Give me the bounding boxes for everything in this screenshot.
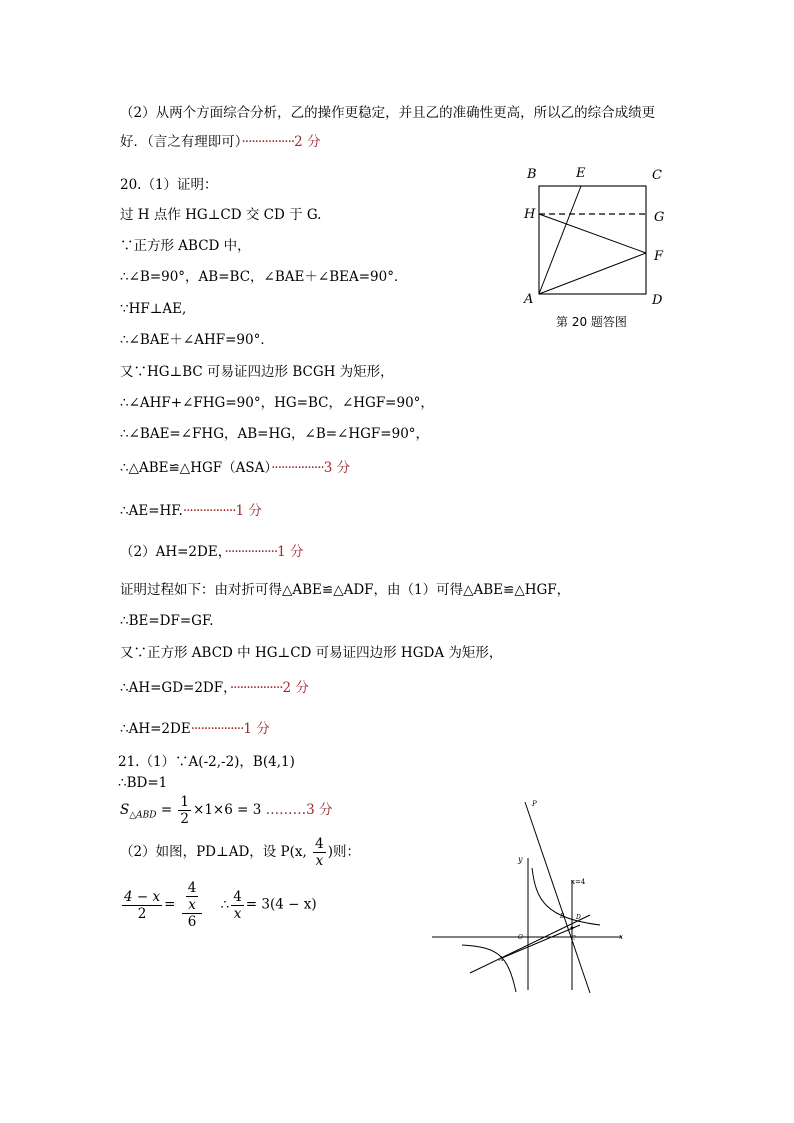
eq-therefore: ∴ [220,896,230,913]
label-g: G [654,210,665,225]
area-sub: △ABD [129,810,157,821]
area-den: 2 [180,811,190,827]
label-h: H [524,207,536,222]
eq-right-rest: = 3(4 − x) [245,896,317,913]
q19-line-1: （2）从两个方面综合分析，乙的操作更稳定，并且乙的准确性更高，所以乙的综合成绩更 [120,105,656,121]
fig21-label-y: y [518,855,523,864]
label-b: B [527,167,537,182]
eq-equals: = [164,896,176,913]
label-e: E [576,166,586,181]
q20-line-9-text: ∴△ABE≌△HGF（ASA） [120,460,272,476]
fig21-label-c: C [571,935,576,942]
line-pd [525,802,590,993]
fig21-label-o: O [518,934,523,941]
eq-right-num: 4 [233,888,242,905]
area-s: S [120,802,130,818]
fig21-label-x: x [619,933,623,941]
fig21-label-d: D [576,914,581,921]
q20-line-13: 又∵正方形 ABCD 中 HG⊥CD 可易证四边形 HGDA 为矩形， [120,645,503,661]
q20-line-14-dots: ················ [229,680,283,696]
q19-line-2-text: 好．（言之有理即可） [120,134,242,150]
label-c: C [652,168,662,183]
q20-line-10-dots: ················ [182,503,236,519]
q19-dots: ················ [241,134,295,150]
q20-line-4: ∵HF⊥AE, [120,301,187,317]
eq-left-den: 2 [137,905,147,922]
q20-part-2-text: （2）AH=2DE， [120,544,225,560]
q20-line-9-dots: ················ [271,460,324,476]
q20-line-10-text: ∴AE=HF. [120,503,183,519]
q20-heading: 20.（1）证明： [120,177,218,193]
hyperbola-branch-2 [462,945,516,992]
area-num: 1 [180,794,190,810]
q20-line-8: ∴∠BAE=∠FHG，AB=HG，∠B=∠HGF=90°， [120,426,430,442]
fig21-label-x4: x=4 [571,878,586,886]
hyperbola-branch-1 [532,868,600,925]
p2-prefix: （2）如图，PD⊥AD，设 P(x, [120,844,307,860]
label-d: D [652,293,663,308]
q20-line-6: 又∵HG⊥BC 可易证四边形 BCGH 为矩形， [120,364,394,380]
q20-line-5: ∴∠BAE＋∠AHF=90°． [120,332,274,348]
p2-suffix: )则： [327,844,360,860]
eq-left-num: 4 − x [124,888,161,905]
q20-line-15-dots: ················ [190,721,244,737]
q20-part-2-dots: ················ [224,544,278,560]
fig21-label-a: A [499,956,504,963]
q20-figure-caption: 第 20 题答图 [556,315,627,329]
q20-line-9-score: 3 分 [323,460,351,476]
q21-line-2: ∴BD=1 [118,775,168,791]
q20-line-14-score: 2 分 [282,680,309,696]
q21-line-1: 21.（1）∵A(-2,-2)，B(4,1) [118,754,295,770]
fig21-label-p: P [532,800,537,808]
eq-mid-num-num: 4 [187,880,197,896]
q20-line-15-text: ∴AH=2DE [120,721,191,737]
line-ad [502,925,580,958]
q20-line-7: ∴∠AHF+∠FHG=90°，HG=BC，∠HGF=90°， [120,395,434,411]
p2-den: x [315,853,324,869]
eq-right-den: x [233,905,242,922]
q20-part-2-score: 1 分 [277,544,304,560]
eq-mid-den: 6 [187,914,197,930]
q20-line-10-score: 1 分 [235,503,262,519]
area-rest: ×1×6 = 3 [193,802,262,818]
q20-line-11: 证明过程如下：由对折可得△ABE≌△ADF，由（1）可得△ABE≌△HGF， [120,582,571,598]
area-score: 3 分 [306,802,333,818]
area-dots: ……… [265,802,307,818]
q20-line-3: ∴∠B=90°，AB=BC，∠BAE＋∠BEA=90°． [120,269,408,285]
q20-line-15-score: 1 分 [243,721,270,737]
p2-num: 4 [315,836,324,852]
label-f: F [654,249,664,264]
q20-line-12: ∴BE=DF=GF. [120,613,214,629]
point-d [571,927,574,930]
q20-line-2: ∵正方形 ABCD 中， [120,238,251,254]
q19-score: 2 分 [294,134,321,150]
fig21-label-b: B [560,913,565,920]
eq-mid-num-den: x [188,897,196,913]
q20-line-14-text: ∴AH=GD=2DF， [120,680,230,696]
area-eq: = [160,802,173,818]
label-a: A [524,292,534,307]
q20-line-1: 过 H 点作 HG⊥CD 交 CD 于 G. [120,207,322,223]
